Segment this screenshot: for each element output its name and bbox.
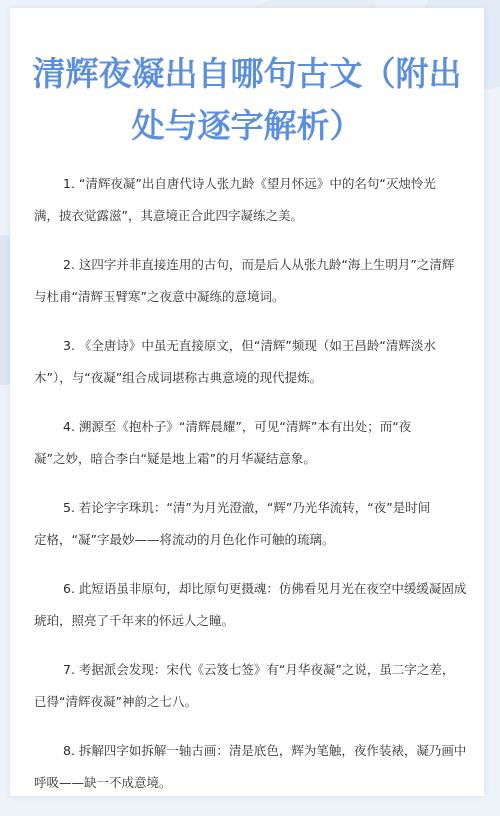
list-item bbox=[10, 654, 484, 718]
article-list bbox=[10, 168, 484, 816]
list-item-line: 与杜甫“清辉玉臂寒”之夜意中凝练的意境词。 bbox=[34, 289, 285, 304]
list-item-line: 2. 这四字并非直接连用的古句，而是后人从张九龄“海上生明月”之清辉 bbox=[63, 257, 455, 272]
list-item-line: 琥珀，照亮了千年来的怀远人之瞳。 bbox=[34, 613, 235, 628]
list-item-line: 6. 此短语虽非原句，却比原句更摄魂：仿佛看见月光在夜空中缓缓凝固成 bbox=[63, 581, 467, 596]
list-item-line: 已得“清辉夜凝”神韵之七八。 bbox=[34, 694, 197, 709]
page-title-line: 处与逐字解析） bbox=[131, 106, 363, 145]
list-item bbox=[10, 168, 484, 232]
list-item-line: 7. 考据派会发现：宋代《云笈七签》有“月华夜凝”之说，虽二字之差， bbox=[63, 662, 455, 677]
article-card bbox=[10, 8, 484, 796]
list-item bbox=[10, 573, 484, 637]
list-item-line: 凝”之妙，暗合李白“疑是地上霜”的月华凝结意象。 bbox=[34, 451, 316, 466]
list-item-line: 3. 《全唐诗》中虽无直接原文，但“清辉”频现（如王昌龄“清辉淡水 bbox=[63, 338, 436, 353]
list-item-line: 定格，“凝”字最妙——将流动的月色化作可触的琉璃。 bbox=[34, 532, 335, 547]
page-title-line: 清辉夜凝出自哪句古文（附出 bbox=[32, 54, 462, 93]
page-title bbox=[10, 48, 484, 152]
list-item bbox=[10, 735, 484, 799]
list-item bbox=[10, 411, 484, 475]
list-item bbox=[10, 249, 484, 313]
list-item-line: 1. “清辉夜凝”出自唐代诗人张九龄《望月怀远》中的名句“灭烛怜光 bbox=[63, 176, 436, 191]
list-item bbox=[10, 330, 484, 394]
list-item-line: 4. 溯源至《抱朴子》“清辉晨耀”，可见“清辉”本有出处；而“夜 bbox=[63, 419, 412, 434]
list-item bbox=[10, 492, 484, 556]
list-item-line: 满，披衣觉露滋”，其意境正合此四字凝练之美。 bbox=[34, 208, 303, 223]
list-item-line: 木”），与“夜凝”组合成词堪称古典意境的现代提炼。 bbox=[34, 370, 323, 385]
list-item-line: 呼吸——缺一不成意境。 bbox=[34, 775, 172, 790]
list-item-line: 5. 若论字字珠玑：“清”为月光澄澈，“辉”乃光华流转，“夜”是时间 bbox=[63, 500, 431, 515]
list-item-line: 8. 拆解四字如拆解一轴古画：清是底色，辉为笔触，夜作装裱，凝乃画中 bbox=[63, 743, 467, 758]
